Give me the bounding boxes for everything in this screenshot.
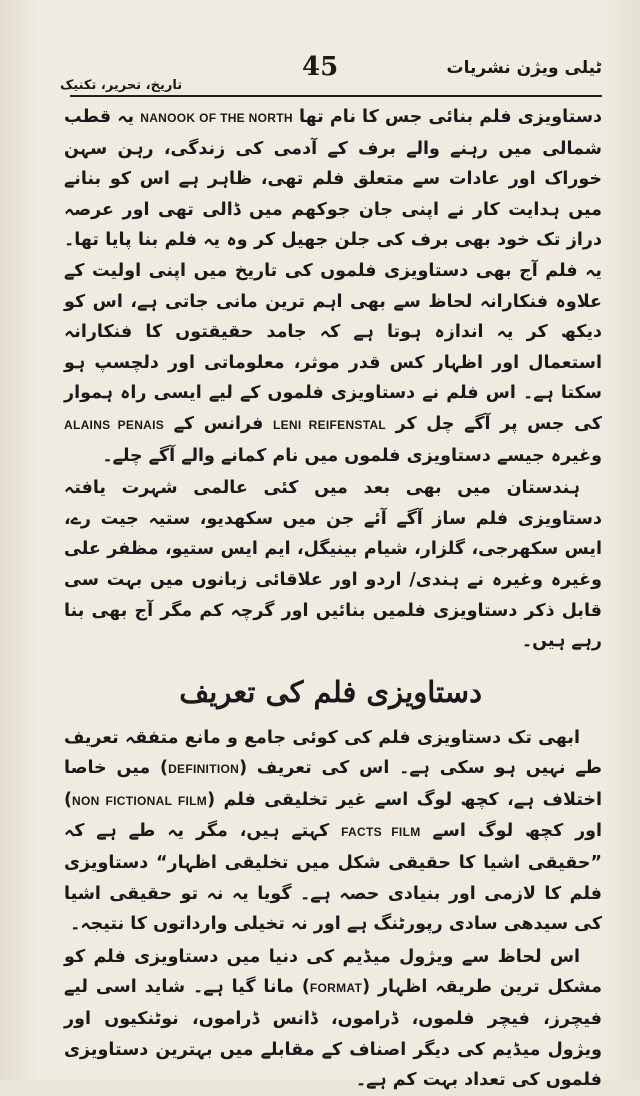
running-title: ٹیلی ویژن نشریات — [446, 58, 602, 78]
page-number: 45 — [302, 52, 339, 82]
paragraph-2: ہندستان میں بھی بعد میں کئی عالمی شہرت یافتہ دستاویزی فلم ساز آگے آئے جن میں سکھدیو، ستیہ جیت رے، ایس سکھرجی، گلزار، شیام بینیگل، ایم ایس ستیو، مظفر علی وغیرہ وغیرہ نے ہندی/ اردو اور علاقائی زبانوں میں بہت سی قابل ذکر دستاویزی فلمیں بنائیں اور گرچہ کم مگر آج بھی بنا رہے ہیں۔ — [64, 478, 602, 652]
paragraph-4: اس لحاظ سے ویژول میڈیم کی دنیا میں دستاویزی فلم کو مشکل ترین طریقہ اظہار (FORMAT) مانا گیا ہے۔ شاید اسی لیے فیچرز، فیچر فلموں، ڈراموں، ڈانس ڈراموں، نوٹنکیوں اور ویژول میڈیم کی دیگر اصناف کے مقابلے میں بہترین دستاویزی فلموں کی تعداد بہت کم ہے۔ — [64, 946, 602, 1091]
paragraph-3: ابھی تک دستاویزی فلم کی کوئی جامع و مانع متفقہ تعریف طے نہیں ہو سکی ہے۔ اس کی تعریف (DEFINITION) میں خاصا اختلاف ہے، کچھ لوگ اسے غیر تخلیقی فلم (NON FICTIONAL FILM) اور کچھ لوگ اسے FACTS FILM کہتے ہیں، مگر یہ طے ہے کہ ”حقیقی اشیا کا حقیقی شکل میں تخلیقی اظہار“ دستاویزی فلم کا لازمی اور بنیادی حصہ ہے۔ گویا یہ نہ تو حقیقی اشیا کی سیدھی سادی رپورٹنگ ہے اور نہ تخیلی وارداتوں کا نتیجہ۔ — [64, 727, 603, 935]
page-header — [40, 38, 602, 98]
article-body — [64, 102, 602, 1096]
running-subtitle: تاریخ، تحریر، تکنیک — [60, 78, 183, 93]
paragraph-1: دستاویزی فلم بنائی جس کا نام تھا NANOOK OF THE NORTH یہ قطب شمالی میں رہنے والے برف کے آدمی کی زندگی، رہن سہن خوراک اور عادات سے متعلق فلم تھی، ظاہر ہے اس کو بنانے میں ہدایت کار نے اپنی جان جوکھم میں ڈالی تھی اور عرصہ دراز تک خود بھی برف کی جلن جھیل کر وہ یہ فلم بنا پایا تھا۔ یہ فلم آج بھی دستاویزی فلموں کی تاریخ میں اپنی اولیت کے علاوہ فنکارانہ لحاظ سے بھی اہم ترین مانی جاتی ہے، اس کو دیکھ کر یہ اندازہ ہوتا ہے کہ جامد حقیقتوں کا فنکارانہ استعمال اور اظہار کس قدر موثر، معلوماتی اور دلچسپ ہو سکتا ہے۔ اس فلم نے دستاویزی فلموں کے لیے ایسی راہ ہموار کی جس پر آگے چل کر LENI REIFENSTAL فرانس کے ALAINS PENAIS وغیرہ جیسے دستاویزی فلموں میں نام کمانے والے آگے چلے۔ — [64, 107, 603, 466]
section-heading: دستاویزی فلم کی تعریف — [179, 674, 482, 709]
header-rule — [70, 95, 602, 97]
